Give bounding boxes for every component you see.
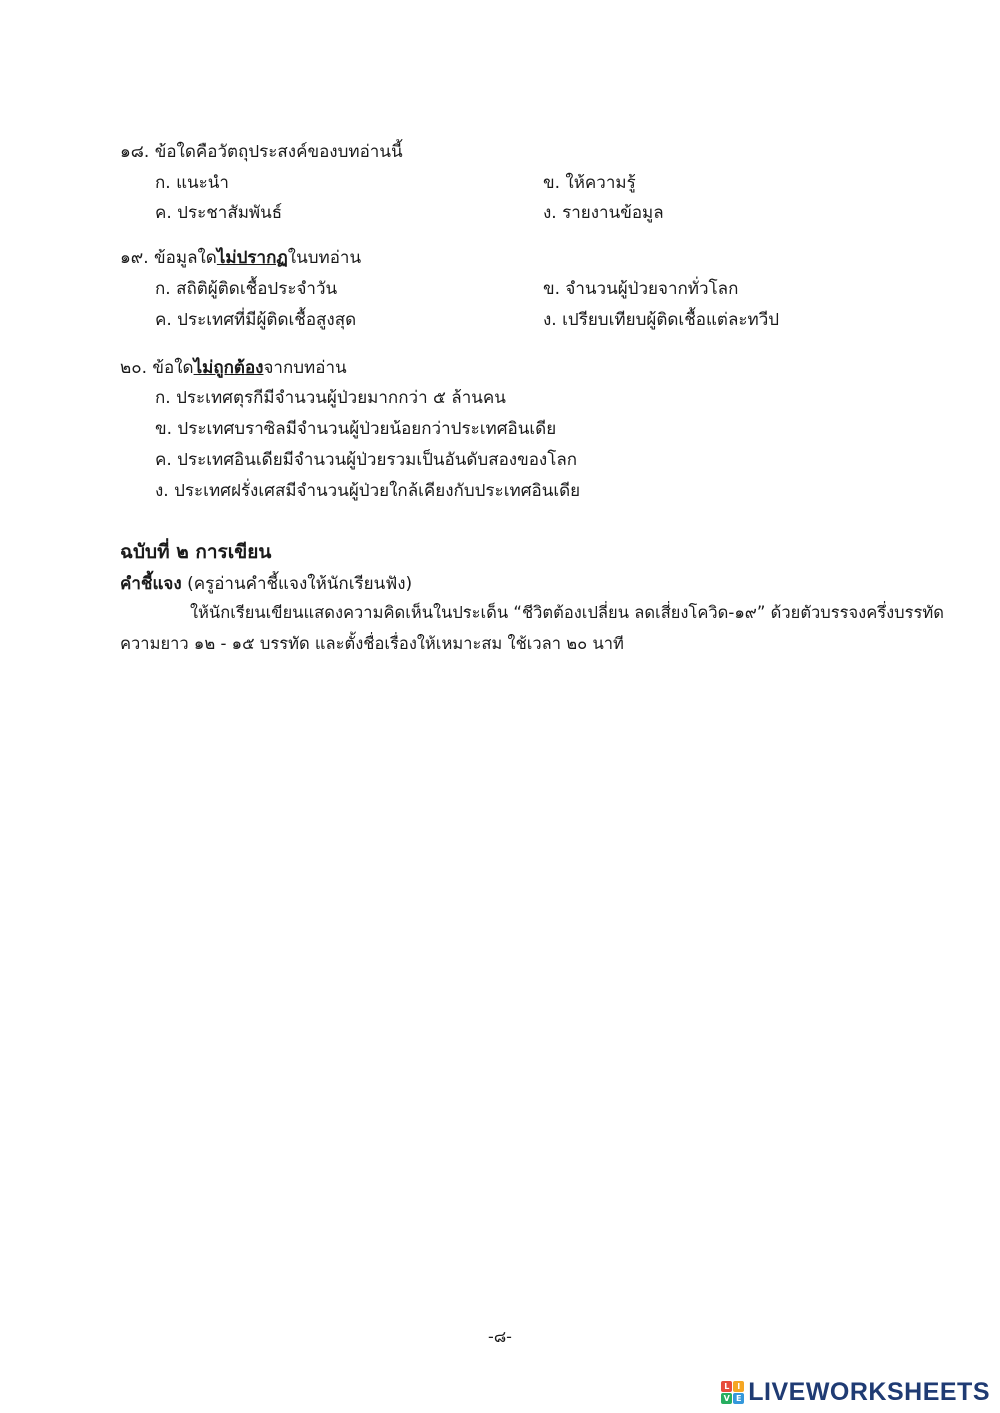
q20-option-b: ข. ประเทศบราซิลมีจำนวนผู้ป่วยน้อยกว่าประเทศอินเดีย [155, 419, 557, 439]
q20-option-a: ก. ประเทศตุรกีมีจำนวนผู้ป่วยมากกว่า ๕ ล้านคน [155, 388, 506, 408]
q18-option-c: ค. ประชาสัมพันธ์ [155, 203, 283, 223]
q19-option-b: ข. จำนวนผู้ป่วยจากทั่วโลก [543, 279, 739, 299]
q19-option-c: ค. ประเทศที่มีผู้ติดเชื้อสูงสุด [155, 310, 357, 330]
instructions-paragraph-line1: ให้นักเรียนเขียนแสดงความคิดเห็นในประเด็น “ชีวิตต้องเปลี่ยน ลดเสี่ยงโควิด-๑๙” ด้วยตัวบรรจงครึ่งบรรทัด [190, 603, 944, 622]
q19-option-d: ง. เปรียบเทียบผู้ติดเชื้อแต่ละทวีป [543, 310, 780, 330]
q19-stem [120, 244, 361, 271]
logo-mark-e: E [733, 1393, 744, 1404]
q19-stem-emphasis: ไม่ปรากฏ [216, 248, 288, 268]
logo-mark-v: V [721, 1393, 732, 1404]
q19-stem-pre: ๑๙. ข้อมูลใด [120, 248, 217, 268]
logo-text: LIVEWORKSHEETS [748, 1378, 990, 1406]
q20-stem-emphasis: ไม่ถูกต้อง [193, 358, 264, 378]
logo-mark-i: I [733, 1381, 744, 1392]
logo-mark-l: L [721, 1381, 732, 1392]
q20-stem [120, 354, 347, 381]
q20-stem-pre: ๒๐. ข้อใด [120, 358, 194, 378]
instructions-paragraph-line2: ความยาว ๑๒ - ๑๕ บรรทัด และตั้งชื่อเรื่องให้เหมาะสม ใช้เวลา ๒๐ นาที [120, 634, 624, 653]
page-number: -๘- [488, 1327, 512, 1346]
q20-option-d: ง. ประเทศฝรั่งเศสมีจำนวนผู้ป่วยใกล้เคียงกับประเทศอินเดีย [155, 481, 581, 501]
q19-option-a: ก. สถิติผู้ติดเชื้อประจำวัน [155, 279, 338, 299]
section2-instructions [120, 570, 412, 597]
q18-option-b: ข. ให้ความรู้ [543, 173, 636, 193]
q18-option-d: ง. รายงานข้อมูล [543, 203, 664, 223]
section2-heading: ฉบับที่ ๒ การเขียน [120, 541, 272, 563]
instructions-label: คำชี้แจง [120, 574, 182, 594]
logo-mark-icon [721, 1381, 744, 1404]
q18-stem: ๑๘. ข้อใดคือวัตถุประสงค์ของบทอ่านนี้ [120, 142, 403, 162]
instructions-note: (ครูอ่านคำชี้แจงให้นักเรียนฟัง) [181, 574, 413, 594]
q20-option-c: ค. ประเทศอินเดียมีจำนวนผู้ป่วยรวมเป็นอันดับสองของโลก [155, 450, 578, 470]
q18-option-a: ก. แนะนำ [155, 173, 229, 193]
q19-stem-post: ในบทอ่าน [287, 248, 362, 268]
liveworksheets-logo [721, 1378, 990, 1407]
q20-stem-post: จากบทอ่าน [263, 358, 347, 378]
